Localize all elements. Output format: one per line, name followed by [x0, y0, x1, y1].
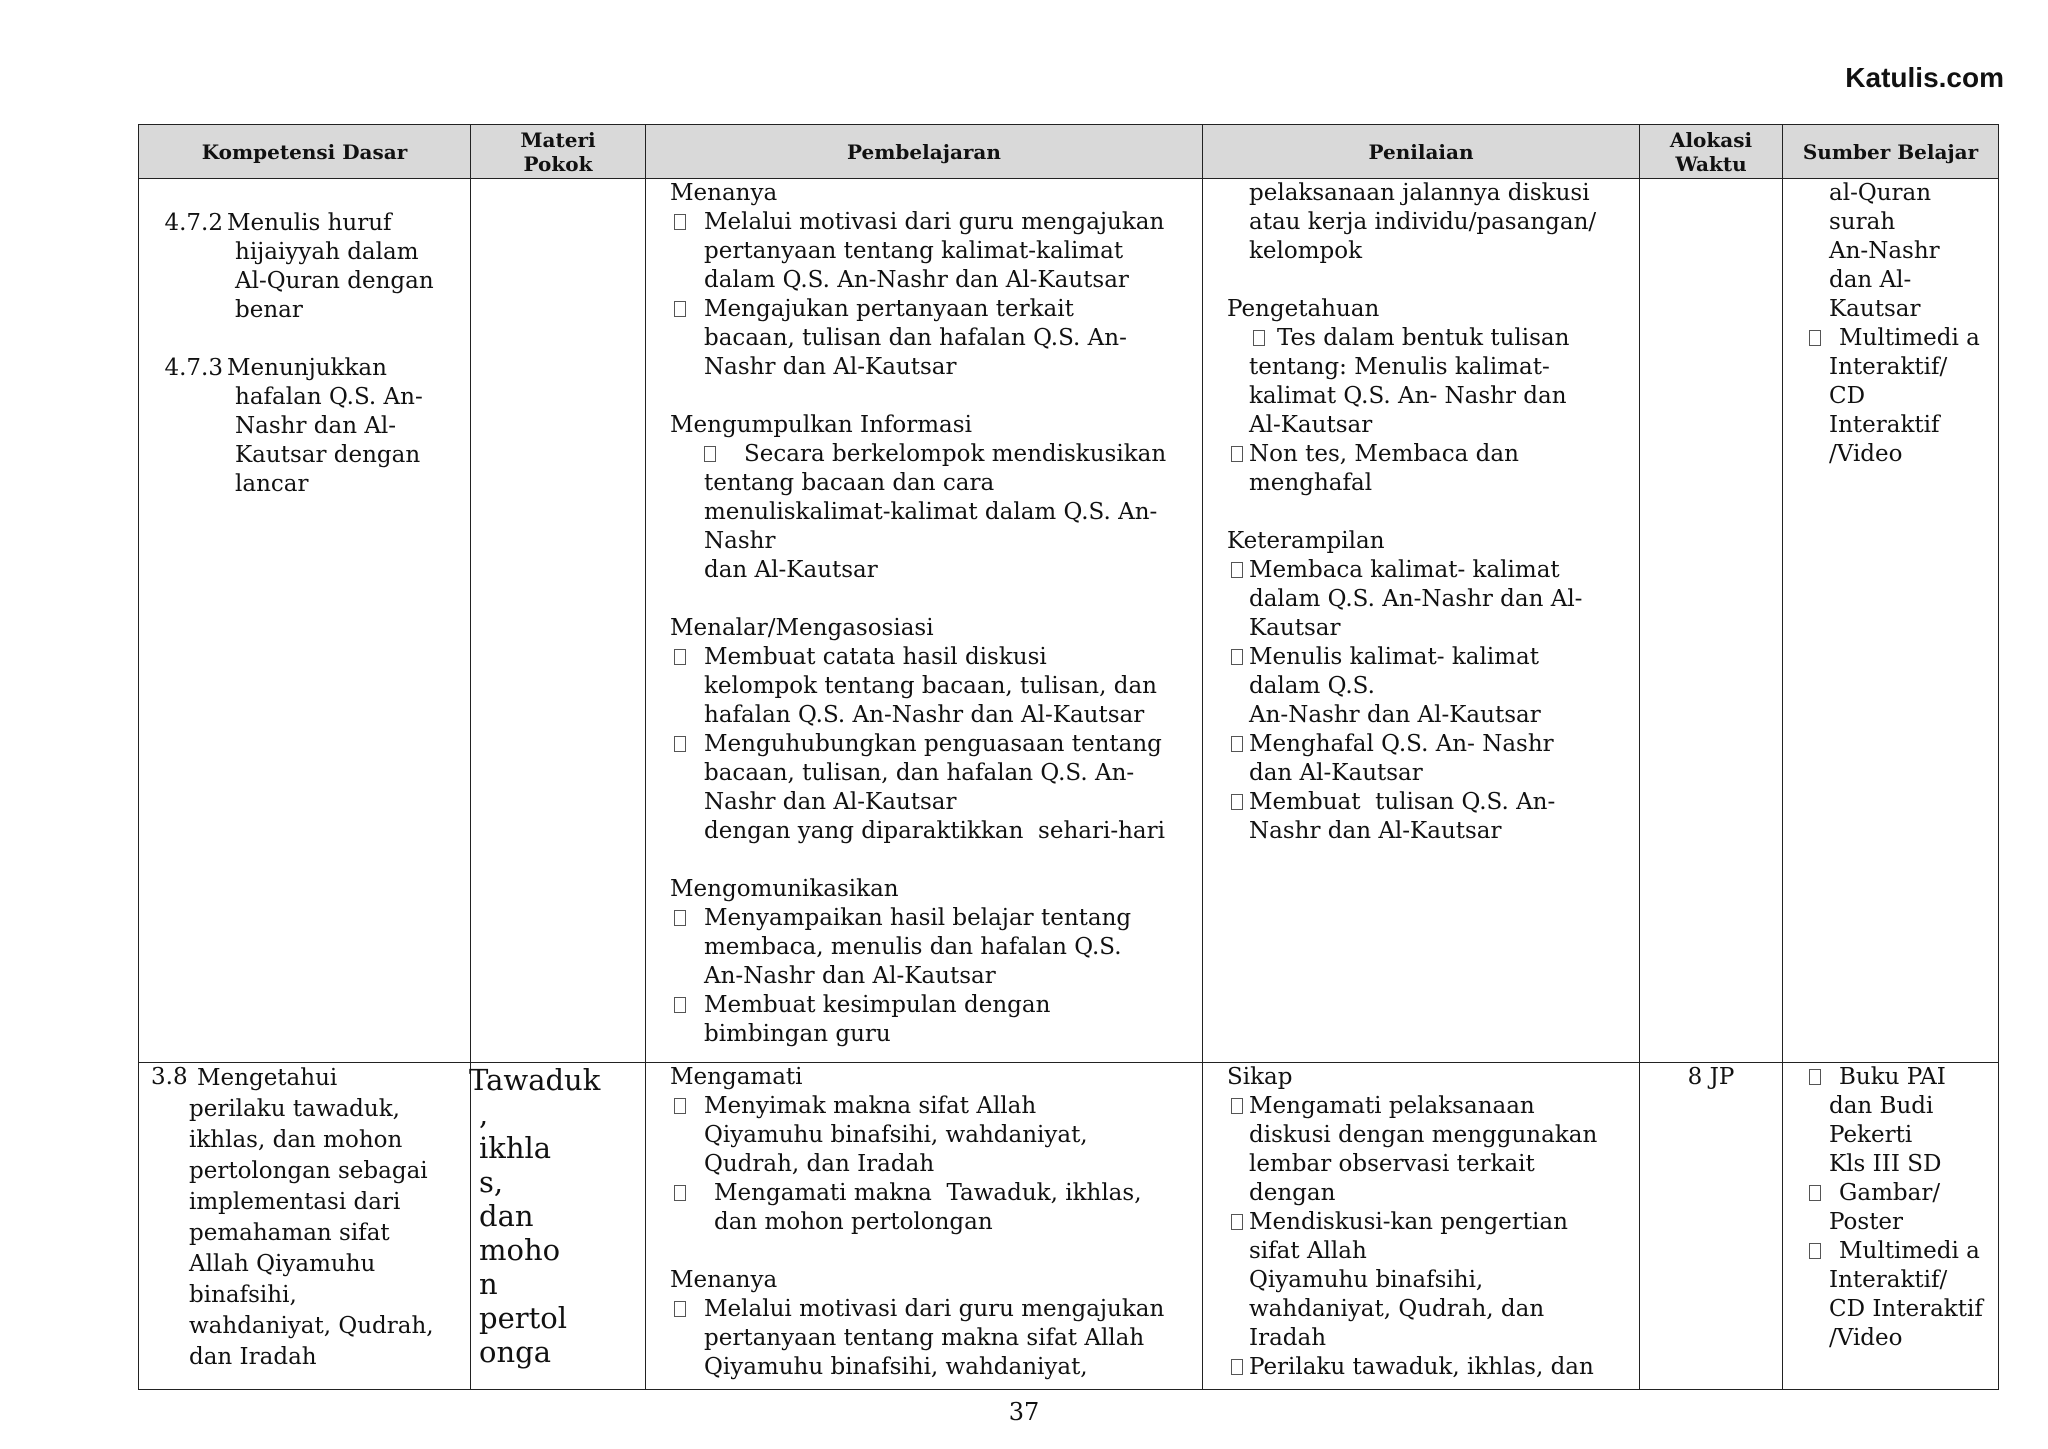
checkbox-bullet-icon — [1231, 794, 1243, 810]
text-line: hijaiyyah dalam — [235, 239, 419, 265]
kd-item: 3.8 Mengetahui perilaku tawaduk, ikhlas, dan mohon pertolongan sebagai implementasi dari pemahaman sifat Allah Qiyamuhu binafsihi, wahdaniyat, Qudrah, dan Iradah — [147, 1063, 462, 1373]
text-line: dan mohon pertolongan — [714, 1209, 993, 1235]
section-title: Menanya — [670, 180, 778, 206]
text-line: Mengamati pelaksanaan — [1249, 1093, 1535, 1119]
cell-kompetensi-dasar — [139, 1063, 471, 1390]
section-title: Mengamati — [670, 1064, 803, 1090]
checkbox-bullet-icon — [1231, 1359, 1243, 1375]
text-line: Mengetahui — [197, 1065, 338, 1091]
text-line: pemahaman sifat — [189, 1220, 390, 1246]
text-line: Nashr dan Al-Kautsar — [704, 354, 957, 380]
checkbox-bullet-icon — [1231, 446, 1243, 462]
text-line: Al-Quran dengan — [235, 268, 434, 294]
text-line: pertanyaan tentang kalimat-kalimat — [704, 238, 1124, 264]
text-line: An-Nashr dan Al-Kautsar — [704, 963, 996, 989]
text-line: ikhlas, dan mohon — [189, 1127, 403, 1153]
list-item — [670, 643, 1194, 730]
cell-kompetensi-dasar — [139, 179, 471, 1063]
checkbox-bullet-icon — [1809, 1069, 1821, 1085]
text-line: Nashr dan Al-Kautsar — [704, 789, 957, 815]
text-line: hafalan Q.S. An-Nashr dan Al-Kautsar — [704, 702, 1145, 728]
text-line: Mengamati makna Tawaduk, ikhlas, — [714, 1180, 1142, 1206]
cell-alokasi-waktu — [1640, 179, 1783, 1063]
list-item — [670, 440, 1194, 585]
text-line: pertol — [479, 1301, 567, 1335]
cell-pembelajaran — [646, 179, 1203, 1063]
text-line: Pekerti — [1829, 1122, 1913, 1148]
cell-materi-pokok — [471, 179, 646, 1063]
checkbox-bullet-icon — [1231, 1098, 1243, 1114]
text-line: /Video — [1829, 1325, 1903, 1351]
text-line: /Video — [1829, 441, 1903, 467]
text-line: Multimedi a — [1839, 325, 1980, 351]
header-materi-pokok: Materi Pokok — [471, 125, 646, 179]
text-line: kalimat Q.S. An- Nashr dan — [1249, 383, 1567, 409]
text-line: CD — [1829, 383, 1866, 409]
text-line: n — [479, 1267, 498, 1301]
text-line: hafalan Q.S. An- — [235, 384, 423, 410]
text-line: Menyimak makna sifat Allah — [704, 1093, 1037, 1119]
text-line: Nashr — [704, 528, 776, 554]
text-line: Qiyamuhu binafsihi, wahdaniyat, — [704, 1354, 1088, 1380]
text-line: bacaan, tulisan, dan hafalan Q.S. An- — [704, 760, 1135, 786]
checkbox-bullet-icon — [1253, 330, 1265, 346]
sumber-continued — [1793, 179, 1990, 324]
list-item — [1227, 1353, 1631, 1382]
text-line: Nashr dan Al-Kautsar — [1249, 818, 1502, 844]
section-title: Pengetahuan — [1227, 296, 1380, 322]
checkbox-bullet-icon — [674, 1301, 686, 1317]
kd-text — [225, 354, 423, 499]
checkbox-bullet-icon — [674, 214, 686, 230]
text-line: Buku PAI — [1839, 1064, 1946, 1090]
header-alokasi-waktu: Alokasi Waktu — [1640, 125, 1783, 179]
list-item — [1793, 1179, 1990, 1237]
text-line: diskusi dengan menggunakan — [1249, 1122, 1598, 1148]
list-item — [1227, 730, 1631, 788]
kd-text — [189, 1063, 434, 1373]
text-line: wahdaniyat, Qudrah, — [189, 1313, 434, 1339]
header-pembelajaran: Pembelajaran — [646, 125, 1203, 179]
text-line: Kautsar — [1829, 296, 1921, 322]
text-line: Perilaku tawaduk, ikhlas, dan — [1249, 1354, 1594, 1380]
text-line: dan Budi — [1829, 1093, 1934, 1119]
list-item — [670, 730, 1194, 846]
text-line: Mendiskusi-kan pengertian — [1249, 1209, 1568, 1235]
text-line: Poster — [1829, 1209, 1904, 1235]
text-line: bimbingan guru — [704, 1021, 891, 1047]
list-item — [670, 295, 1194, 382]
section-title: Sikap — [1227, 1064, 1293, 1090]
text-line: An-Nashr dan Al-Kautsar — [1249, 702, 1541, 728]
checkbox-bullet-icon — [674, 997, 686, 1013]
checkbox-bullet-icon — [1231, 1214, 1243, 1230]
text-line: s, — [479, 1165, 504, 1199]
text-line: Mengajukan pertanyaan terkait — [704, 296, 1074, 322]
checkbox-bullet-icon — [674, 736, 686, 752]
cell-materi-pokok — [471, 1063, 646, 1390]
text-line: Kls III SD — [1829, 1151, 1942, 1177]
text-line: Allah Qiyamuhu — [189, 1251, 376, 1277]
text-line: Menyampaikan hasil belajar tentang — [704, 905, 1132, 931]
text-line: Membuat tulisan Q.S. An- — [1249, 789, 1556, 815]
header-penilaian: Penilaian — [1203, 125, 1640, 179]
text-line: moho — [479, 1233, 561, 1267]
text-line: tentang bacaan dan cara — [704, 470, 995, 496]
list-item — [1793, 324, 1990, 469]
kd-item: 4.7.3 Menunjukkan hafalan Q.S. An- Nashr dan Al- Kautsar dengan lancar — [164, 355, 423, 497]
text-line: kelompok tentang bacaan, tulisan, dan — [704, 673, 1157, 699]
text-line: Qiyamuhu binafsihi, wahdaniyat, — [704, 1122, 1088, 1148]
text-line: pertolongan sebagai — [189, 1158, 428, 1184]
checkbox-bullet-icon — [674, 1098, 686, 1114]
text-line: bacaan, tulisan dan hafalan Q.S. An- — [704, 325, 1127, 351]
checkbox-bullet-icon — [1809, 1185, 1821, 1201]
text-line: Menghafal Q.S. An- Nashr — [1249, 731, 1554, 757]
text-line: benar — [235, 297, 303, 323]
header-kompetensi-dasar: Kompetensi Dasar — [139, 125, 471, 179]
kd-text — [225, 209, 434, 325]
text-line: Nashr dan Al- — [235, 413, 397, 439]
text-line: , — [479, 1097, 489, 1131]
text-line: dalam Q.S. — [1249, 673, 1375, 699]
text-line: pelaksanaan jalannya diskusi — [1249, 180, 1590, 206]
text-line: sifat Allah — [1249, 1238, 1367, 1264]
list-item — [1793, 1063, 1990, 1179]
table-row — [139, 179, 1999, 1063]
list-item — [1227, 788, 1631, 846]
text-line: Membaca kalimat- kalimat — [1249, 557, 1560, 583]
page-number: 37 — [1008, 1398, 1040, 1426]
list-item — [670, 991, 1194, 1049]
cell-pembelajaran — [646, 1063, 1203, 1390]
list-item — [670, 208, 1194, 295]
text-line: menuliskalimat-kalimat dalam Q.S. An- — [704, 499, 1158, 525]
kd-item: 4.7.2 Menulis huruf hijaiyyah dalam Al-Quran dengan benar — [164, 210, 434, 323]
text-line: Menunjukkan — [227, 355, 387, 381]
text-line: Kautsar — [1249, 615, 1341, 641]
list-item — [670, 1295, 1194, 1382]
cell-alokasi-waktu: 8 JP — [1640, 1063, 1783, 1390]
text-line: dan Al-Kautsar — [1249, 760, 1423, 786]
text-line: kelompok — [1249, 238, 1363, 264]
text-line: binafsihi, — [189, 1282, 297, 1308]
list-item — [1227, 556, 1631, 643]
text-line: Menulis huruf — [227, 210, 392, 236]
list-item — [1227, 440, 1631, 498]
section-title: Menanya — [670, 1267, 778, 1293]
cell-sumber-belajar — [1783, 1063, 1999, 1390]
text-line: ikhla — [479, 1131, 552, 1165]
text-line: Interaktif — [1829, 412, 1940, 438]
text-line: lancar — [235, 471, 309, 497]
table-header-row — [139, 125, 1999, 179]
text-line: Qudrah, dan Iradah — [704, 1151, 935, 1177]
text-line: Iradah — [1249, 1325, 1327, 1351]
text-line: Al-Kautsar — [1249, 412, 1373, 438]
section-title: Menalar/Mengasosiasi — [670, 615, 934, 641]
text-line: lembar observasi terkait — [1249, 1151, 1535, 1177]
text-line: Qiyamuhu binafsihi, — [1249, 1267, 1484, 1293]
header-sumber-belajar: Sumber Belajar — [1783, 125, 1999, 179]
text-line: Tawaduk — [469, 1063, 601, 1097]
text-line: An-Nashr — [1829, 238, 1940, 264]
text-line: atau kerja individu/pasangan/ — [1249, 209, 1597, 235]
text-line: implementasi dari — [189, 1189, 401, 1215]
text-line: Membuat catata hasil diskusi — [704, 644, 1047, 670]
checkbox-bullet-icon — [704, 446, 716, 462]
text-line: wahdaniyat, Qudrah, dan — [1249, 1296, 1545, 1322]
text-line: Melalui motivasi dari guru mengajukan — [704, 209, 1165, 235]
checkbox-bullet-icon — [674, 910, 686, 926]
section-title: Keterampilan — [1227, 528, 1385, 554]
text-line: Menguhubungkan penguasaan tentang — [704, 731, 1162, 757]
list-item — [670, 904, 1194, 991]
list-item — [1227, 1092, 1631, 1208]
checkbox-bullet-icon — [674, 649, 686, 665]
text-line: menghafal — [1249, 470, 1373, 496]
text-line: Tes dalam bentuk tulisan — [1277, 325, 1570, 351]
rpp-table — [138, 124, 1999, 1390]
checkbox-bullet-icon — [674, 1185, 686, 1201]
text-line: Non tes, Membaca dan — [1249, 441, 1519, 467]
cell-penilaian — [1203, 1063, 1640, 1390]
text-line: Menulis kalimat- kalimat — [1249, 644, 1539, 670]
section-title: Mengumpulkan Informasi — [670, 412, 972, 438]
table-row — [139, 1063, 1999, 1390]
text-line: Multimedi a — [1839, 1238, 1980, 1264]
text-line: Interaktif/ — [1829, 1267, 1948, 1293]
section-title: Mengomunikasikan — [670, 876, 899, 902]
text-line: perilaku tawaduk, — [189, 1096, 400, 1122]
text-line: dalam Q.S. An-Nashr dan Al-Kautsar — [704, 267, 1129, 293]
text-line: al-Quran — [1829, 180, 1932, 206]
text-line: dengan yang diparaktikkan sehari-hari — [704, 818, 1165, 844]
text-line: pertanyaan tentang makna sifat Allah — [704, 1325, 1145, 1351]
text-line: dengan — [1249, 1180, 1336, 1206]
text-line: dan Iradah — [189, 1344, 317, 1370]
checkbox-bullet-icon — [1809, 330, 1821, 346]
text-line: dalam Q.S. An-Nashr dan Al- — [1249, 586, 1583, 612]
list-item — [1227, 324, 1631, 440]
cell-sumber-belajar — [1783, 179, 1999, 1063]
checkbox-bullet-icon — [1231, 736, 1243, 752]
text-line: Gambar/ — [1839, 1180, 1941, 1206]
text-line: surah — [1829, 209, 1896, 235]
penilaian-continued — [1227, 179, 1631, 266]
checkbox-bullet-icon — [1231, 562, 1243, 578]
text-line: dan Al-Kautsar — [704, 557, 878, 583]
text-line: Secara berkelompok mendiskusikan — [744, 441, 1167, 467]
list-item — [670, 1092, 1194, 1179]
text-line: Interaktif/ — [1829, 354, 1948, 380]
text-line: dan — [479, 1199, 534, 1233]
list-item — [1793, 1237, 1990, 1353]
checkbox-bullet-icon — [1809, 1243, 1821, 1259]
text-line: Melalui motivasi dari guru mengajukan — [704, 1296, 1165, 1322]
text-line: tentang: Menulis kalimat- — [1249, 354, 1550, 380]
text-line: onga — [479, 1335, 551, 1369]
brand-logo-text: Katulis.com — [1845, 62, 2004, 93]
checkbox-bullet-icon — [1231, 649, 1243, 665]
checkbox-bullet-icon — [674, 301, 686, 317]
cell-penilaian — [1203, 179, 1640, 1063]
text-line: dan Al- — [1829, 267, 1912, 293]
list-item — [1227, 643, 1631, 730]
list-item — [1227, 1208, 1631, 1353]
text-line: Kautsar dengan — [235, 442, 421, 468]
list-item — [670, 1179, 1194, 1237]
text-line: membaca, menulis dan hafalan Q.S. — [704, 934, 1122, 960]
text-line: CD Interaktif — [1829, 1296, 1983, 1322]
text-line: Membuat kesimpulan dengan — [704, 992, 1051, 1018]
